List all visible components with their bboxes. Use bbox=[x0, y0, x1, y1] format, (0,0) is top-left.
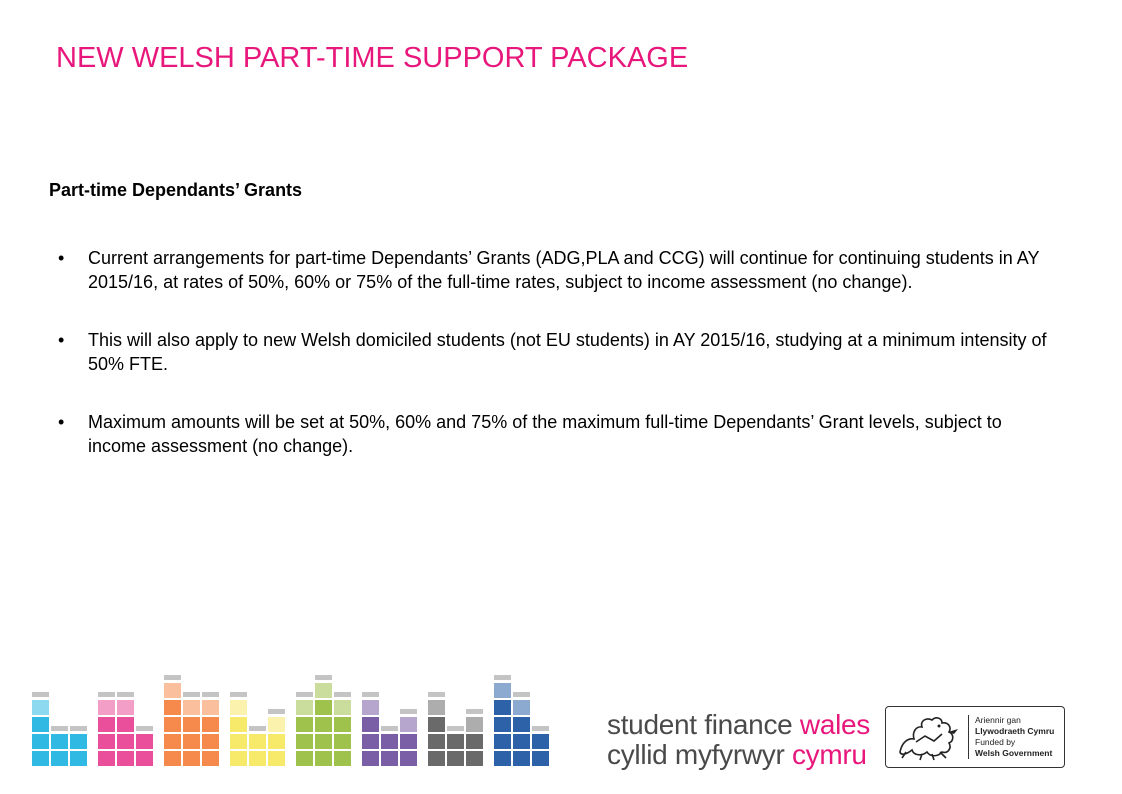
decorative-bar-cap bbox=[513, 692, 530, 697]
decorative-bar-cap bbox=[230, 692, 247, 697]
decorative-bar-block bbox=[296, 734, 313, 749]
decorative-bar-cap bbox=[315, 675, 332, 680]
decorative-bar-cap bbox=[447, 726, 464, 731]
decorative-bar-block bbox=[513, 700, 530, 715]
decorative-bar-block bbox=[32, 700, 49, 715]
wg-line: Funded by bbox=[975, 737, 1016, 747]
decorative-bar-block bbox=[98, 751, 115, 766]
decorative-bar-graphic bbox=[0, 0, 560, 794]
sfw-word: myfyrwyr bbox=[674, 739, 785, 770]
decorative-bar-block bbox=[494, 734, 511, 749]
decorative-bar-block bbox=[202, 700, 219, 715]
decorative-bar-block bbox=[164, 683, 181, 698]
slide-title: NEW WELSH PART-TIME SUPPORT PACKAGE bbox=[56, 42, 689, 74]
bullet-marker: • bbox=[58, 330, 65, 350]
decorative-bar-cap bbox=[183, 692, 200, 697]
decorative-bar-block bbox=[428, 734, 445, 749]
decorative-bar-block bbox=[315, 717, 332, 732]
decorative-bar-block bbox=[494, 751, 511, 766]
decorative-bar-block bbox=[381, 734, 398, 749]
decorative-bar-block bbox=[70, 734, 87, 749]
decorative-bar-cap bbox=[32, 692, 49, 697]
decorative-bar-block bbox=[117, 734, 134, 749]
sfw-logo-line-welsh bbox=[607, 740, 870, 770]
decorative-bar-block bbox=[230, 700, 247, 715]
decorative-bar-block bbox=[466, 734, 483, 749]
decorative-bar-block bbox=[32, 734, 49, 749]
decorative-bar-block bbox=[230, 751, 247, 766]
decorative-bar-block bbox=[315, 751, 332, 766]
sfw-word-accent: cymru bbox=[791, 739, 867, 770]
decorative-bar-block bbox=[532, 751, 549, 766]
welsh-government-logo bbox=[885, 706, 1065, 768]
decorative-bar-block bbox=[315, 700, 332, 715]
decorative-bar-cap bbox=[164, 675, 181, 680]
decorative-bar-block bbox=[268, 734, 285, 749]
decorative-bar-block bbox=[494, 683, 511, 698]
student-finance-wales-logo bbox=[607, 710, 870, 770]
decorative-bar-block bbox=[513, 751, 530, 766]
decorative-bar-block bbox=[400, 751, 417, 766]
decorative-bar-block bbox=[249, 734, 266, 749]
decorative-bar-block bbox=[164, 751, 181, 766]
decorative-bar-block bbox=[334, 751, 351, 766]
decorative-bar-cap bbox=[400, 709, 417, 714]
decorative-bar-block bbox=[513, 734, 530, 749]
decorative-bar-cap bbox=[249, 726, 266, 731]
decorative-bar-block bbox=[362, 700, 379, 715]
decorative-bar-block bbox=[164, 717, 181, 732]
decorative-bar-block bbox=[494, 717, 511, 732]
decorative-bar-block bbox=[136, 751, 153, 766]
decorative-bar-cap bbox=[136, 726, 153, 731]
decorative-bar-block bbox=[98, 717, 115, 732]
decorative-bar-block bbox=[136, 734, 153, 749]
bullet-text: This will also apply to new Welsh domiciled students (not EU students) in AY 2015/16, studying at a minimum intensity of 50% FTE. bbox=[88, 330, 1047, 374]
decorative-bar-cap bbox=[494, 675, 511, 680]
decorative-bar-block bbox=[249, 751, 266, 766]
decorative-bar-block bbox=[400, 734, 417, 749]
bullet-text: Current arrangements for part-time Dependants’ Grants (ADG,PLA and CCG) will continue for continuing students in AY 2015/16, at rates of 50%, 60% or 75% of the full-time rates, subject to income assessment (no change). bbox=[88, 248, 1040, 292]
decorative-bar-block bbox=[32, 751, 49, 766]
decorative-bar-block bbox=[268, 751, 285, 766]
decorative-bar-block bbox=[362, 751, 379, 766]
wg-line: Llywodraeth Cymru bbox=[975, 726, 1055, 736]
decorative-bar-cap bbox=[532, 726, 549, 731]
welsh-dragon-icon bbox=[892, 712, 962, 762]
decorative-bar-block bbox=[400, 717, 417, 732]
decorative-bar-block bbox=[532, 734, 549, 749]
decorative-bar-cap bbox=[70, 726, 87, 731]
decorative-bar-block bbox=[268, 717, 285, 732]
decorative-bar-block bbox=[183, 700, 200, 715]
decorative-bar-block bbox=[428, 700, 445, 715]
decorative-bar-block bbox=[117, 751, 134, 766]
decorative-bar-block bbox=[230, 734, 247, 749]
bullet-marker: • bbox=[58, 412, 65, 432]
decorative-bar-cap bbox=[296, 692, 313, 697]
decorative-bar-block bbox=[51, 751, 68, 766]
decorative-bar-block bbox=[296, 700, 313, 715]
decorative-bar-block bbox=[32, 717, 49, 732]
decorative-bar-block bbox=[202, 734, 219, 749]
decorative-bar-cap bbox=[381, 726, 398, 731]
sfw-word: student bbox=[607, 709, 697, 740]
bullet-marker: • bbox=[58, 248, 65, 268]
decorative-bar-block bbox=[513, 717, 530, 732]
decorative-bar-block bbox=[51, 734, 68, 749]
decorative-bar-block bbox=[466, 751, 483, 766]
decorative-bar-cap bbox=[98, 692, 115, 697]
decorative-bar-block bbox=[230, 717, 247, 732]
decorative-bar-block bbox=[117, 717, 134, 732]
decorative-bar-cap bbox=[202, 692, 219, 697]
decorative-bar-block bbox=[494, 700, 511, 715]
wg-line: Ariennir gan bbox=[975, 715, 1021, 725]
decorative-bar-block bbox=[98, 700, 115, 715]
decorative-bar-block bbox=[183, 734, 200, 749]
sfw-word: finance bbox=[704, 709, 793, 740]
decorative-bar-block bbox=[202, 717, 219, 732]
decorative-bar-block bbox=[334, 734, 351, 749]
welsh-government-text bbox=[975, 715, 1054, 759]
decorative-bar-block bbox=[183, 751, 200, 766]
decorative-bar-block bbox=[70, 751, 87, 766]
decorative-bar-cap bbox=[117, 692, 134, 697]
decorative-bar-block bbox=[164, 734, 181, 749]
decorative-bar-cap bbox=[51, 726, 68, 731]
decorative-bar-block bbox=[296, 717, 313, 732]
decorative-bar-block bbox=[183, 717, 200, 732]
decorative-bar-cap bbox=[428, 692, 445, 697]
decorative-bar-block bbox=[315, 683, 332, 698]
decorative-bar-block bbox=[362, 717, 379, 732]
sfw-word-accent: wales bbox=[799, 709, 871, 740]
decorative-bar-block bbox=[466, 717, 483, 732]
decorative-bar-cap bbox=[268, 709, 285, 714]
decorative-bar-block bbox=[202, 751, 219, 766]
sfw-logo-line-english bbox=[607, 710, 870, 740]
decorative-bar-block bbox=[447, 734, 464, 749]
decorative-bar-block bbox=[447, 751, 464, 766]
logo-divider bbox=[968, 715, 969, 759]
sfw-word: cyllid bbox=[607, 739, 668, 770]
decorative-bar-block bbox=[362, 734, 379, 749]
bullet-text: Maximum amounts will be set at 50%, 60% and 75% of the maximum full-time Dependants’ Grant levels, subject to income assessment (no change). bbox=[88, 412, 1002, 456]
decorative-bar-block bbox=[428, 717, 445, 732]
decorative-bar-block bbox=[117, 700, 134, 715]
wg-line: Welsh Government bbox=[975, 748, 1053, 758]
decorative-bar-block bbox=[334, 717, 351, 732]
decorative-bar-block bbox=[315, 734, 332, 749]
section-heading: Part-time Dependants’ Grants bbox=[49, 180, 303, 200]
decorative-bar-block bbox=[334, 700, 351, 715]
decorative-bar-cap bbox=[466, 709, 483, 714]
decorative-bar-block bbox=[296, 751, 313, 766]
decorative-bar-cap bbox=[362, 692, 379, 697]
decorative-bar-block bbox=[164, 700, 181, 715]
decorative-bar-block bbox=[381, 751, 398, 766]
decorative-bar-cap bbox=[334, 692, 351, 697]
decorative-bar-block bbox=[428, 751, 445, 766]
decorative-bar-block bbox=[98, 734, 115, 749]
